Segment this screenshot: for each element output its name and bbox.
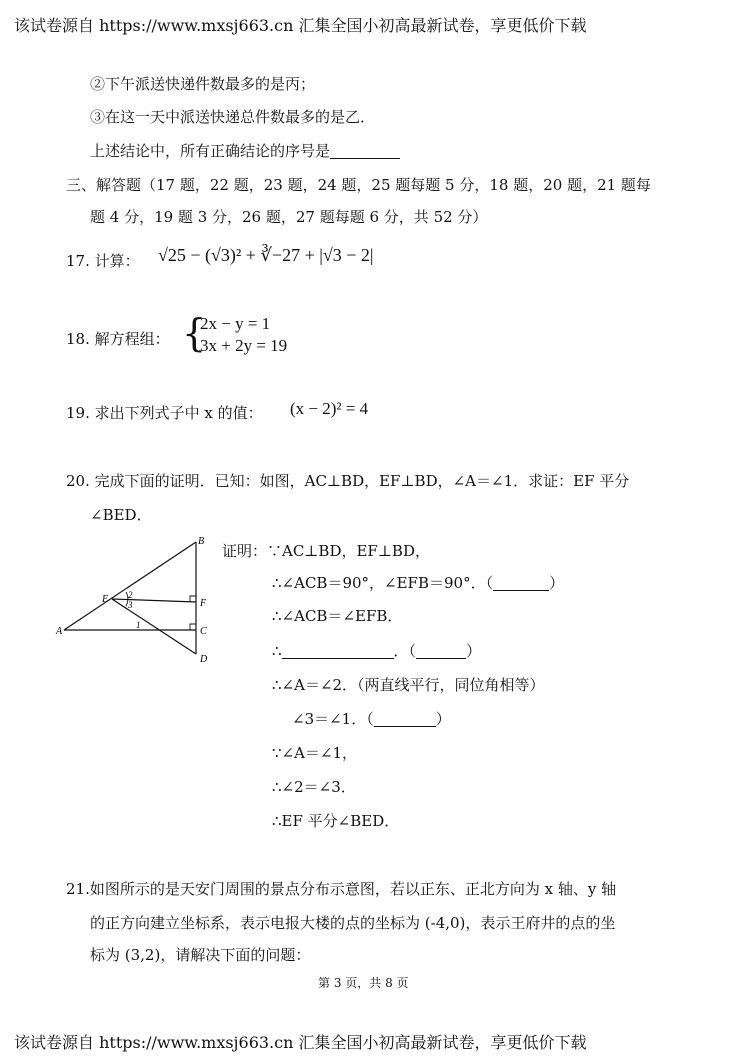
label-F: F — [200, 598, 207, 609]
angle-label-2: 2 — [128, 590, 133, 600]
proof-blank-3 — [416, 642, 466, 659]
proof-line-5: ∴∠A＝∠2．（两直线平行，同位角相等） — [272, 676, 545, 694]
label-D: D — [200, 654, 208, 665]
q21-line2: 的正方向建立坐标系，表示电报大楼的点的坐标为 (-4,0)，表示王府井的点的坐 — [90, 914, 616, 932]
q19-expression: (x − 2)² = 4 — [290, 399, 369, 418]
q20-line1: 20. 完成下面的证明．已知：如图，AC⊥BD，EF⊥BD，∠A＝∠1．求证：EF 平分 — [66, 472, 630, 490]
proof-line-4 — [272, 640, 481, 661]
label-E: E — [102, 594, 109, 605]
proof-line-4-close: ） — [466, 642, 482, 660]
proof-blank-1 — [493, 574, 549, 591]
proof-line-7: ∵∠A＝∠1， — [272, 744, 358, 762]
q16-prompt-text: 上述结论中，所有正确结论的序号是 — [90, 142, 331, 160]
q16-line3: ③在这一天中派送快递总件数最多的是乙． — [90, 108, 376, 126]
proof-line-4-text: ∴ — [272, 642, 282, 660]
q19-text: 19. 求出下列式子中 x 的值： — [66, 404, 263, 422]
q16-answer-blank — [330, 142, 400, 159]
q17-expression: √25 − (√3)² + ∛−27 + |√3 − 2| — [158, 245, 374, 265]
q21-line3: 标为 (3,2)，请解决下面的问题： — [90, 946, 311, 964]
q20-line2: ∠BED． — [90, 506, 152, 524]
q18-eq1: 2x − y = 1 — [200, 314, 271, 333]
proof-line-8: ∴∠2＝∠3． — [272, 778, 356, 796]
angle-label-3: 3 — [128, 600, 133, 610]
q18-eq2: 3x + 2y = 19 — [200, 336, 288, 355]
right-angle-C — [190, 624, 196, 630]
right-angle-F — [190, 596, 196, 602]
page-number: 第 3 页，共 8 页 — [318, 976, 409, 990]
section3-line1: 三、解答题（17 题，22 题，23 题，24 题，25 题每题 5 分，18 题，20 题，21 题每 — [66, 176, 651, 194]
q21-line1: 21.如图所示的是天安门周围的景点分布示意图，若以正东、正北方向为 x 轴、y 轴 — [66, 880, 617, 898]
proof-line-2 — [272, 572, 564, 593]
proof-line-6-text: ∠3＝∠1．（ — [292, 710, 374, 728]
proof-line-1: 证明：∵AC⊥BD，EF⊥BD， — [222, 542, 430, 560]
q20-figure — [52, 532, 222, 672]
label-A: A — [56, 626, 63, 637]
q17-number: 17. 计算： — [66, 252, 140, 270]
line-AB — [64, 542, 196, 630]
proof-line-9: ∴EF 平分∠BED． — [272, 812, 400, 830]
proof-line-3: ∴∠ACB＝∠EFB． — [272, 607, 403, 625]
q18-brace: { — [182, 311, 207, 355]
proof-line-6 — [292, 708, 451, 729]
q18-number: 18. 解方程组： — [66, 330, 170, 348]
proof-line-6-close: ） — [435, 710, 451, 728]
line-ED — [112, 599, 196, 654]
proof-blank-2 — [282, 642, 394, 659]
proof-blank-4 — [374, 710, 436, 727]
label-B: B — [198, 536, 205, 547]
angle-label-1: 1 — [136, 620, 141, 630]
label-C: C — [200, 626, 207, 637]
section3-line2: 题 4 分，19 题 3 分，26 题，27 题每题 6 分，共 52 分） — [90, 208, 488, 226]
q16-prompt — [90, 140, 400, 161]
bottom-banner: 该试卷源自 https://www.mxsj663.cn 汇集全国小初高最新试卷，享更低价下载 — [14, 1033, 587, 1052]
q16-line2: ②下午派送快递件数最多的是丙； — [90, 75, 316, 93]
line-EF — [112, 599, 196, 602]
proof-line-2-close: ） — [549, 574, 565, 592]
top-banner: 该试卷源自 https://www.mxsj663.cn 汇集全国小初高最新试卷，享更低价下载 — [14, 16, 587, 35]
proof-line-2-text: ∴∠ACB＝90°，∠EFB＝90°．（ — [272, 574, 494, 592]
proof-line-4-open: ．（ — [393, 642, 417, 660]
